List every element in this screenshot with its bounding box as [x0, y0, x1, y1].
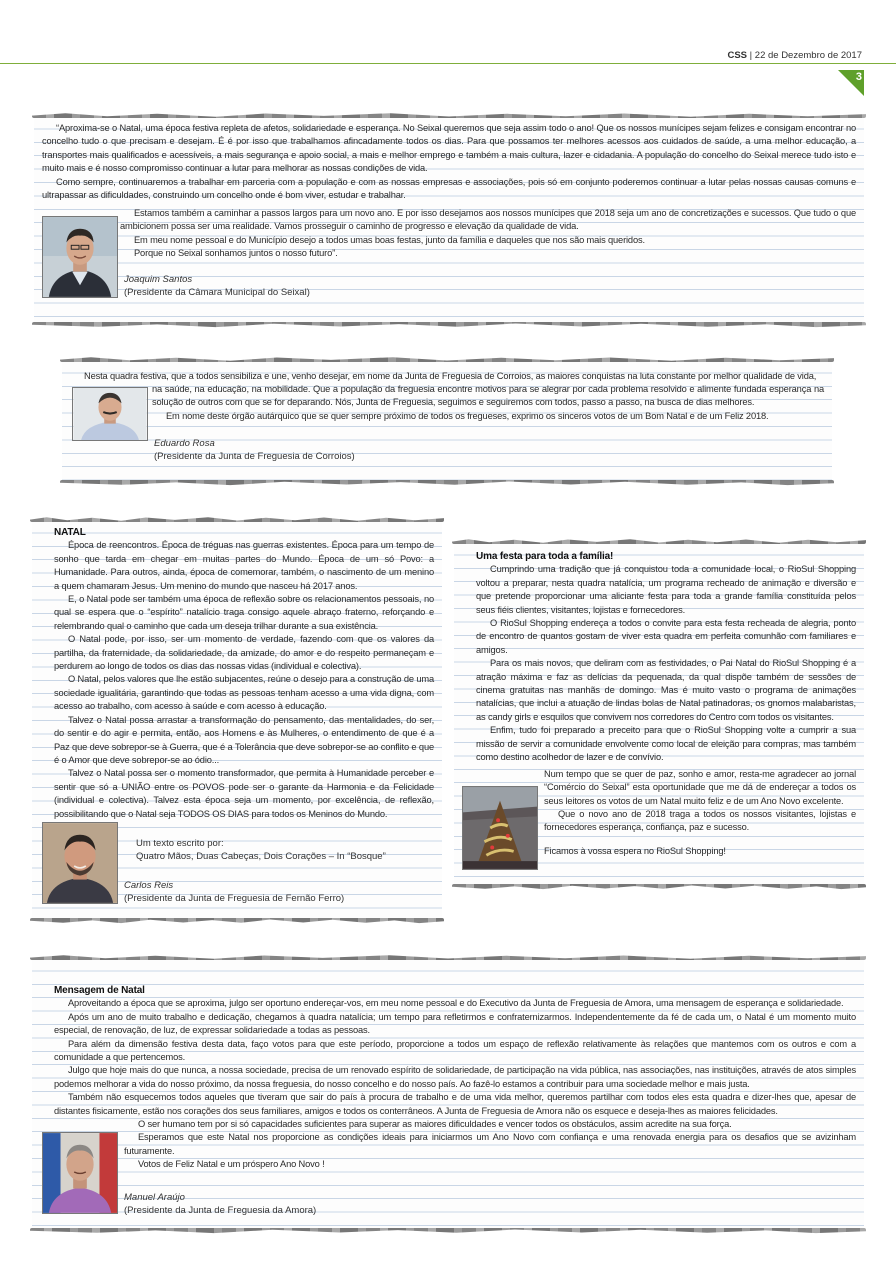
message-text-corroios — [152, 383, 824, 423]
paragraph: Em meu nome pessoal e do Município desejo a todos umas boas festas, junto da família e daqueles que nos são mais queridos. — [134, 234, 645, 245]
paragraph: Cumprindo uma tradição que já conquistou toda a comunidade local, o RioSul Shopping voltou a preparar, nesta quadra natalícia, um programa recheado de animação e diversão e que pretende proporcionar uma aliciante festa para toda a grande família constituída pelos seus fiéis clientes, visitantes, lojistas e fornecedores. — [476, 564, 856, 615]
header-info — [727, 50, 862, 61]
paragraph: Como sempre, continuaremos a trabalhar em parceria com a população e com as nossas empresas e associações, pois só em conjunto poderemos continuar a lutar pelas nossas causas comuns e ultrapassar as dificuldades, construindo um concelho onde é bom viver, estudar e trabalhar. — [42, 176, 856, 201]
portrait-image — [43, 823, 117, 903]
paragraph: Nesta quadra festiva, que a todos sensibiliza e une, venho desejar, em nome da Junta de Freguesia de Corroios, as maiores conquistas na luta constante por melhor qualidade de vida, — [84, 371, 817, 381]
paragraph: Porque no Seixal sonhamos juntos o nosso futuro”. — [134, 248, 338, 259]
paragraph: Enfim, tudo foi preparado a preceito para que o RioSul Shopping volte a cumprir a sua missão de servir a comunidade envolvente como local de eleição para compras, mas também como destino acolhedor de lazer e de convívio. — [476, 725, 856, 763]
paragraph: Julgo que hoje mais do que nunca, a nossa sociedade, precisa de um renovado espírito de solidariedade, de participação na vida pública, nas associações, nas instituições, através de atos simples podemos melhorar a vida do nosso próximo, da nossa freguesia, do nosso concelho e do nosso país. Ao fazê-lo estamos a contribuir para uma sociedade melhor e mais justa. — [54, 1065, 856, 1089]
article-title: Mensagem de Natal — [54, 985, 145, 996]
signature-role: (Presidente da Câmara Municipal do Seixal) — [124, 287, 310, 298]
credit-text: Quatro Mãos, Duas Cabeças, Dois Corações – In “Bosque” — [136, 851, 386, 862]
portrait-photo-joaquim-santos — [42, 216, 118, 298]
message-text-amora — [54, 984, 856, 1118]
message-box-corroios — [62, 360, 832, 482]
paragraph: na saúde, na educação, na mobilidade. Que a população da freguesia encontre motivos para se alegrar por cada problema resolvido e alimente fundada esperança na solução de outros com que se for deparando. Nós, Junta de Freguesia, seguimos e seguiremos com todos, passo a passo, na busca de dias melhores. — [152, 384, 824, 408]
portrait-image — [43, 217, 117, 297]
page-number-corner — [838, 70, 864, 96]
paragraph: O ser humano tem por si só capacidades suficientes para superar as maiores dificuldades e vencer todos os obstáculos, assim acredite na sua força. — [138, 1119, 732, 1129]
article-title: Uma festa para toda a família! — [476, 551, 614, 562]
page-number: 3 — [855, 71, 862, 83]
portrait-image — [43, 1133, 117, 1213]
message-text-amora-cont — [124, 1118, 856, 1172]
article-title: NATAL — [54, 527, 86, 538]
paragraph: O Natal, pelos valores que lhe estão subjacentes, reúne o desejo para a construção de uma sociedade igualitária, garantindo que todas as pessoas tenham acesso a uma vida digna, com acesso ao trabalho, com acesso à saúde e com acesso à educação. — [54, 674, 434, 712]
paragraph: Votos de Feliz Natal e um próspero Ano Novo ! — [138, 1159, 325, 1170]
paragraph: E, o Natal pode ser também uma época de reflexão sobre os relacionamentos pessoais, no qual se espera que o “espírito” natalício traga consigo aquele abraço fraterno, reforçando e relembrando qual o caminho que cada um deseja trilhar durante a sua existência. — [54, 594, 434, 631]
publication-name: CSS — [727, 50, 748, 61]
message-text-seixal — [42, 122, 856, 202]
message-text-corroios-intro — [84, 370, 824, 383]
paragraph: Aproveitando a época que se aproxima, julgo ser oportuno endereçar-vos, em meu nome pessoal e do Executivo da Junta de Freguesia de Amora, uma mensagem de esperança e solidariedade. — [68, 998, 844, 1009]
portrait-image — [73, 388, 147, 440]
paragraph: Após um ano de muito trabalho e dedicação, chegamos à quadra natalícia; um tempo para refletirmos e confraternizarmos. Independentemente da fé de cada um, o Natal é um momento muito especial, de renovação, de luz, de expressar solidariedade a todas as pessoas. — [54, 1011, 856, 1036]
portrait-photo-eduardo-rosa — [72, 387, 148, 441]
signature-name: Joaquim Santos — [124, 274, 193, 285]
paragraph: Num tempo que se quer de paz, sonho e amor, resta-me agradecer ao jornal “Comércio do Seixal” esta oportunidade que me dá de endereçar a todos os seus leitores os votos de um Natal muito feliz e de um Ano Novo excelente. — [544, 769, 856, 806]
publication-date: 22 de Dezembro de 2017 — [754, 50, 862, 61]
message-box-riosul — [454, 542, 864, 886]
paragraph: “Aproxima-se o Natal, uma época festiva repleta de afetos, solidariedade e esperança. No Seixal queremos que seja assim todo o ano! Que os nossos munícipes sejam felizes e consigam encontrar no concelho tudo o que precisam e desejam. É é por isso que trabalhamos afincadamente todos os dias. Para que possamos ter melhores acessos aos cuidados de saúde, a uma melhor educação, a transportes mais qualificados e acessíveis, a mais segurança e apoio social, a mais e melhor emprego e também a mais cultura, lazer e cidadania. A população do concelho do Seixal merece tudo isto e muito mais e é nosso compromisso continuar a lutar para melhorar as nossas condições de vida. — [42, 123, 856, 174]
message-text-natal — [54, 526, 434, 821]
paragraph: O RioSul Shopping endereça a todos o convite para esta festa recheada de alegria, ponto de encontro de quantos gostam de viver esta quadra em perfeita comunhão com familiares e amigos. — [476, 618, 856, 655]
signature-role: (Presidente da Junta de Freguesia de Corroios) — [154, 451, 355, 462]
portrait-photo-manuel-araujo — [42, 1132, 118, 1214]
signature-name: Carlos Reis — [124, 880, 174, 891]
message-text-seixal-cont — [120, 207, 856, 261]
paragraph: Em nome deste órgão autárquico que se quer sempre próximo de todos os fregueses, exprimo os sinceros votos de um Bom Natal e de um Feliz 2018. — [166, 410, 769, 421]
paragraph: Época de reencontros. Época de tréguas nas guerras existentes. Época para um tempo de sonho que tarda em chegar em muitas partes do Mundo. Época de um só Povo: a Humanidade. Para outros, ainda, época de comemorar, também, o nascimento de um menino a quem chamaram Jesus. Um menino do mundo que nasceu há 2017 anos. — [54, 540, 434, 591]
page-header — [0, 44, 896, 68]
credit-label: Um texto escrito por: — [136, 838, 224, 849]
paragraph: Talvez o Natal possa ser o momento transformador, que permita à Humanidade perceber e sentir que só a UNIÃO entre os POVOS pode ser o garante da Harmonia e da Felicidade (individual e colectiva). Talvez esta época seja um momento, por excelência, de reflexão, possibilitando que o Natal seja TODOS OS DIAS para todos os Meninos do Mundo. — [54, 768, 434, 819]
paragraph: Que o novo ano de 2018 traga a todos os nossos visitantes, lojistas e fornecedores esperança, confiança, paz e sucesso. — [544, 809, 856, 833]
paragraph: Talvez o Natal possa arrastar a transformação do pensamento, das mentalidades, do ser, do sentir e do agir e permita, então, aos Homens e às Mulheres, o entendimento de que é a Paz que deve sobrepor-se à Guerra, que é a Tolerância que deve sobrepor-se ao conflito e que é o Amor que deve sobrepor-se ao ódio... — [54, 714, 434, 765]
paragraph: Também não esquecemos todos aqueles que tiveram que sair do país à procura de trabalho e de uma vida melhor, queremos partilhar com todos eles esta quadra e dizer-lhes que, apesar de distantes fisicamente, estão nos corações dos seus familiares, amigos e todos os conterrâneos. A Junta de Freguesia de Amora não os esquece e deseja-lhes as maiores felicidades. — [54, 1092, 856, 1116]
header-rule — [0, 63, 896, 64]
paragraph: Esperamos que este Natal nos proporcione as condições ideais para iniciarmos um Ano Novo com confiança e uma renovada energia para os desafios que se avizinham futuramente. — [124, 1132, 856, 1156]
signature-name: Manuel Araújo — [124, 1192, 185, 1203]
paragraph: O Natal pode, por isso, ser um momento de verdade, fazendo com que os valores da partilha, da fraternidade, da solidariedade, da amizade, do amor e do respeito permaneçam e perdurem ao longo de todos os dias das nossas vidas (individual e colectiva). — [54, 634, 434, 672]
header-separator: | — [747, 50, 755, 61]
christmas-tree-photo — [462, 786, 538, 870]
message-box-seixal — [34, 116, 864, 324]
paragraph: Estamos também a caminhar a passos largos para um novo ano. E por isso desejamos aos nossos munícipes que 2018 seja um ano de concretizações e sucessos. Que tudo o que ambicionem possa ser uma realidade. Vamos prosseguir o caminho de progresso e elevação da qualidade de vida. — [120, 208, 856, 232]
signature-name: Eduardo Rosa — [154, 438, 215, 449]
christmas-tree-image — [463, 787, 537, 869]
message-text-riosul-end — [544, 808, 856, 858]
signature-role: (Presidente da Junta de Freguesia de Fernão Ferro) — [124, 893, 345, 904]
signature-role: (Presidente da Junta de Freguesia da Amora) — [124, 1205, 317, 1216]
message-box-fernao-ferro — [32, 520, 442, 920]
paragraph: Para além da dimensão festiva desta data, faço votos para que este período, proporcione a todos um espaço de reflexão relativamente às relações que mantemos com os outros e com a comunidade a que pertencemos. — [54, 1038, 856, 1063]
paragraph: Ficamos à vossa espera no RioSul Shopping! — [544, 845, 726, 856]
message-box-amora — [32, 958, 864, 1230]
paragraph: Para os mais novos, que deliram com as festividades, o Pai Natal do RioSul Shopping é a atração máxima e faz as delícias da pequenada, da qual dispõe também de sessões de cinema gratuitas nas manhãs de domingo. Mas é muito vasto o programa de animações natalícias, que inclui a atuação de lindas bolas de Natal patinadoras, os gnomos malabaristas, as candy girls e esquilos que convivem nos corredores do Centro com todos os visitantes. — [476, 658, 856, 722]
portrait-photo-carlos-reis — [42, 822, 118, 904]
message-text-riosul — [476, 550, 856, 765]
